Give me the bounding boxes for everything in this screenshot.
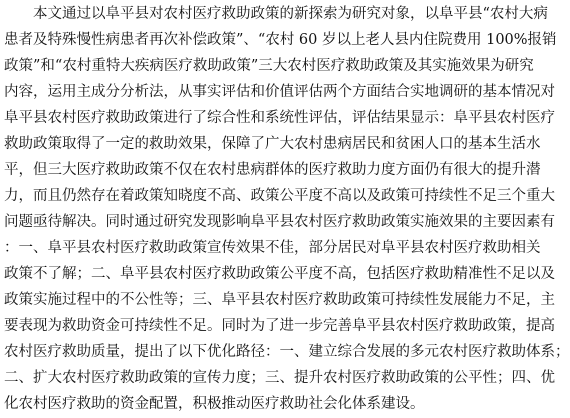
paragraph-line-9: 问题亟待解决。同时通过研究发现影响阜平县农村医疗救助政策实施效果的主要因素有: [4, 214, 555, 230]
paragraph-line-11: 政策不了解；二、阜平县农村医疗救助政策公平度不高，包括医疗救助精准性不足以及: [4, 266, 555, 282]
paragraph-line-1: 本文通过以阜平县对农村医疗救助政策的新探索为研究对象，以阜平县“农村大病: [33, 6, 548, 22]
paragraph-line-8: 力，而且仍然存在着政策知晓度不高、政策公平度不高以及政策可持续性不足三个重大: [4, 188, 555, 204]
paragraph-line-16: 化农村医疗救助的资金配置，积极推动医疗救助社会化体系建设。: [4, 396, 425, 412]
paragraph-line-7: 平，但三大医疗救助政策不仅在农村患病群体的医疗救助力度方面仍有很大的提升潜: [4, 162, 541, 178]
paragraph-line-2: 患者及特殊慢性病患者再次补偿政策”、“农村 60 岁以上老人县内住院费用 100%报销: [4, 32, 557, 48]
paragraph-line-6: 救助政策取得了一定的救助效果，保障了广大农村患病居民和贫困人口的基本生活水: [4, 136, 541, 152]
paragraph-line-13: 要表现为救助资金可持续性不足。同时为了进一步完善阜平县农村医疗救助政策，提高: [4, 318, 555, 334]
paragraph-line-15: 二、扩大农村医疗救助政策的宣传力度；三、提升农村医疗救助政策的公平性；四、优: [4, 370, 555, 386]
paragraph-line-12: 政策实施过程中的不公性等；三、阜平县农村医疗救助政策可持续性发展能力不足，主: [4, 292, 555, 308]
paragraph-line-10: ：一、阜平县农村医疗救助政策宣传效果不佳，部分居民对阜平县农村医疗救助相关: [4, 240, 541, 256]
paragraph-line-14: 农村医疗救助质量，提出了以下优化路径：一、建立综合发展的多元农村医疗救助体系；: [4, 344, 570, 360]
paragraph-line-3: 政策”和“农村重特大疾病医疗救助政策”三大农村医疗救助政策及其实施效果为研究: [4, 58, 534, 74]
paragraph-line-4: 内容，运用主成分分析法，从事实评估和价值评估两个方面结合实地调研的基本情况对: [4, 84, 555, 100]
paragraph-line-5: 阜平县农村医疗救助政策进行了综合性和系统性评估，评估结果显示：阜平县农村医疗: [4, 110, 555, 126]
